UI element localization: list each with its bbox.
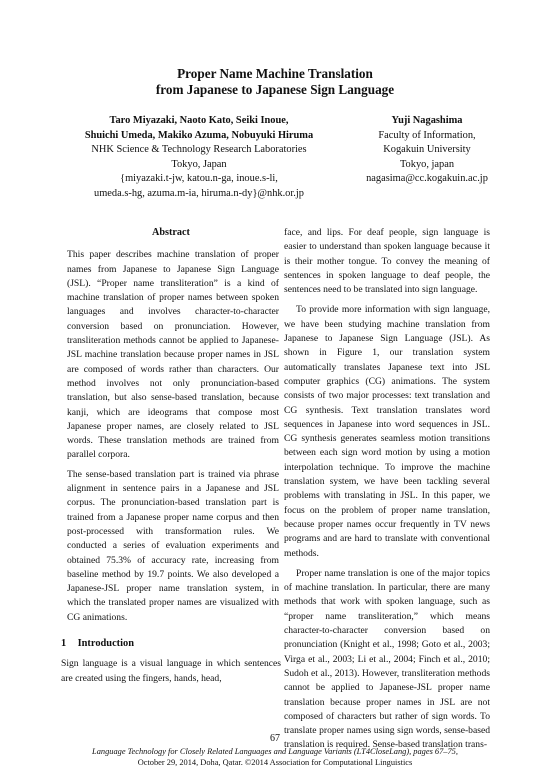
section-number: 1	[61, 638, 67, 650]
affiliation-university: Kogakuin University	[383, 144, 471, 155]
email: nagasima@cc.kogakuin.ac.jp	[366, 173, 488, 184]
location: Tokyo, japan	[399, 158, 455, 170]
body-paragraph-3: Proper name translation is one of the major topics of machine translation. In particular, there are many methods that work with spoken language, such as “proper name transliteration,” which means character-to-character conversion based on pronunciation (Knight et al., 1998; Goto et al., 2003; Virga et al., 2003; Li et al., 2004; Finch et al., 2010; Sudoh et al., 2013). However, transliteration methods cannot be applied to Japanese-JSL proper name translation because proper names in JSL are not composed of characters but rather of sign words. To translate proper names using sign words, sense-based translation is required. Sense-based translation trans-	[284, 567, 490, 751]
author-names-line-1: Taro Miyazaki, Naoto Kato, Seiki Inoue,	[109, 115, 289, 126]
author-block-kogakuin	[334, 114, 520, 187]
right-column	[284, 226, 490, 753]
abstract-paragraph-1: This paper describes machine translation of proper names from Japanese to Japanese Sign Language (JSL). “Proper name transliteration” is a kind of machine translation of proper names between spoken languages and involves character-to-character conversion based on pronunciation. However, transliteration methods cannot be applied to Japanese-JSL machine translation because proper names in JSL are composed of words rather than characters. Our method involves not only pronunciation-based translation, but also sense-based translation, because kanji, which are ideograms that compose most Japanese proper names, are closely related to JSL words. These translation methods are trained from parallel corpora.	[67, 249, 279, 461]
abstract-paragraph-2: The sense-based translation part is trained via phrase alignment in sentence pairs in a Japanese and JSL corpus. The pronunciation-based translation part is trained from a Japanese proper name corpus and then post-processed with transformation rules. We conducted a series of evaluation experiments and obtained 75.3% of accuracy rate, increasing from baseline method by 19.7 points. We also developed a Japanese-JSL proper name translation system, in which the translated proper names are visualized with CG animations.	[67, 468, 279, 623]
page-number: 67	[270, 733, 280, 744]
footer-line-2: October 29, 2014, Doha, Qatar. ©2014 Association for Computational Linguistics	[137, 757, 413, 767]
body-paragraph-1: face, and lips. For deaf people, sign language is easier to understand than spoken language because it is their mother tongue. To convey the meaning of sentences in spoken language to deaf people, the sentences need to be translated into sign language.	[284, 227, 490, 296]
paper-title	[0, 66, 550, 98]
location: Tokyo, Japan	[171, 158, 227, 170]
title-line-2: from Japanese to Japanese Sign Language	[155, 82, 395, 97]
author-names-line-2: Shuichi Umeda, Makiko Azuma, Nobuyuki Hiruma	[84, 129, 314, 141]
footer	[0, 747, 550, 768]
email-line-2: umeda.s-hg, azuma.m-ia, hiruma.n-dy}@nhk.or.jp	[94, 187, 304, 199]
author-name: Yuji Nagashima	[391, 115, 463, 126]
email-line-1: {miyazaki.t-jw, katou.n-ga, inoue.s-li,	[120, 173, 278, 184]
abstract-body	[61, 248, 281, 625]
footer-line-1: Language Technology for Closely Related Languages and Language Variants (LT4CloseLang), pages 67–75,	[92, 747, 458, 756]
abstract-heading: Abstract	[152, 227, 190, 238]
body-paragraph-2: To provide more information with sign language, we have been studying machine translation from Japanese to Japanese Sign Language (JSL). As shown in Figure 1, our translation system automatically translates Japanese text into JSL computer graphics (CG) animations. The system consists of two major processes: text translation and CG synthesis. Text translation translates word sequences in Japanese into word sequences in JSL. CG synthesis generates seamless motion transitions between each sign word motion by using a motion interpolation technique. To improve the machine translation system, we have been tackling several problems with translating in JSL. In this paper, we focus on the problem of proper name translation, because proper names occur frequently in TV news programs and are hard to translate with conventional methods.	[284, 304, 490, 559]
affiliation: NHK Science & Technology Research Laboratories	[91, 144, 307, 155]
affiliation-faculty: Faculty of Information,	[378, 129, 476, 141]
intro-paragraph-1: Sign language is a visual language in which sentences are created using the fingers, hands, head,	[61, 658, 281, 684]
author-block-nhk	[56, 114, 342, 201]
title-line-1: Proper Name Machine Translation	[177, 66, 373, 81]
section-heading-introduction	[61, 637, 281, 651]
section-title: Introduction	[77, 638, 135, 650]
left-column	[61, 226, 281, 686]
